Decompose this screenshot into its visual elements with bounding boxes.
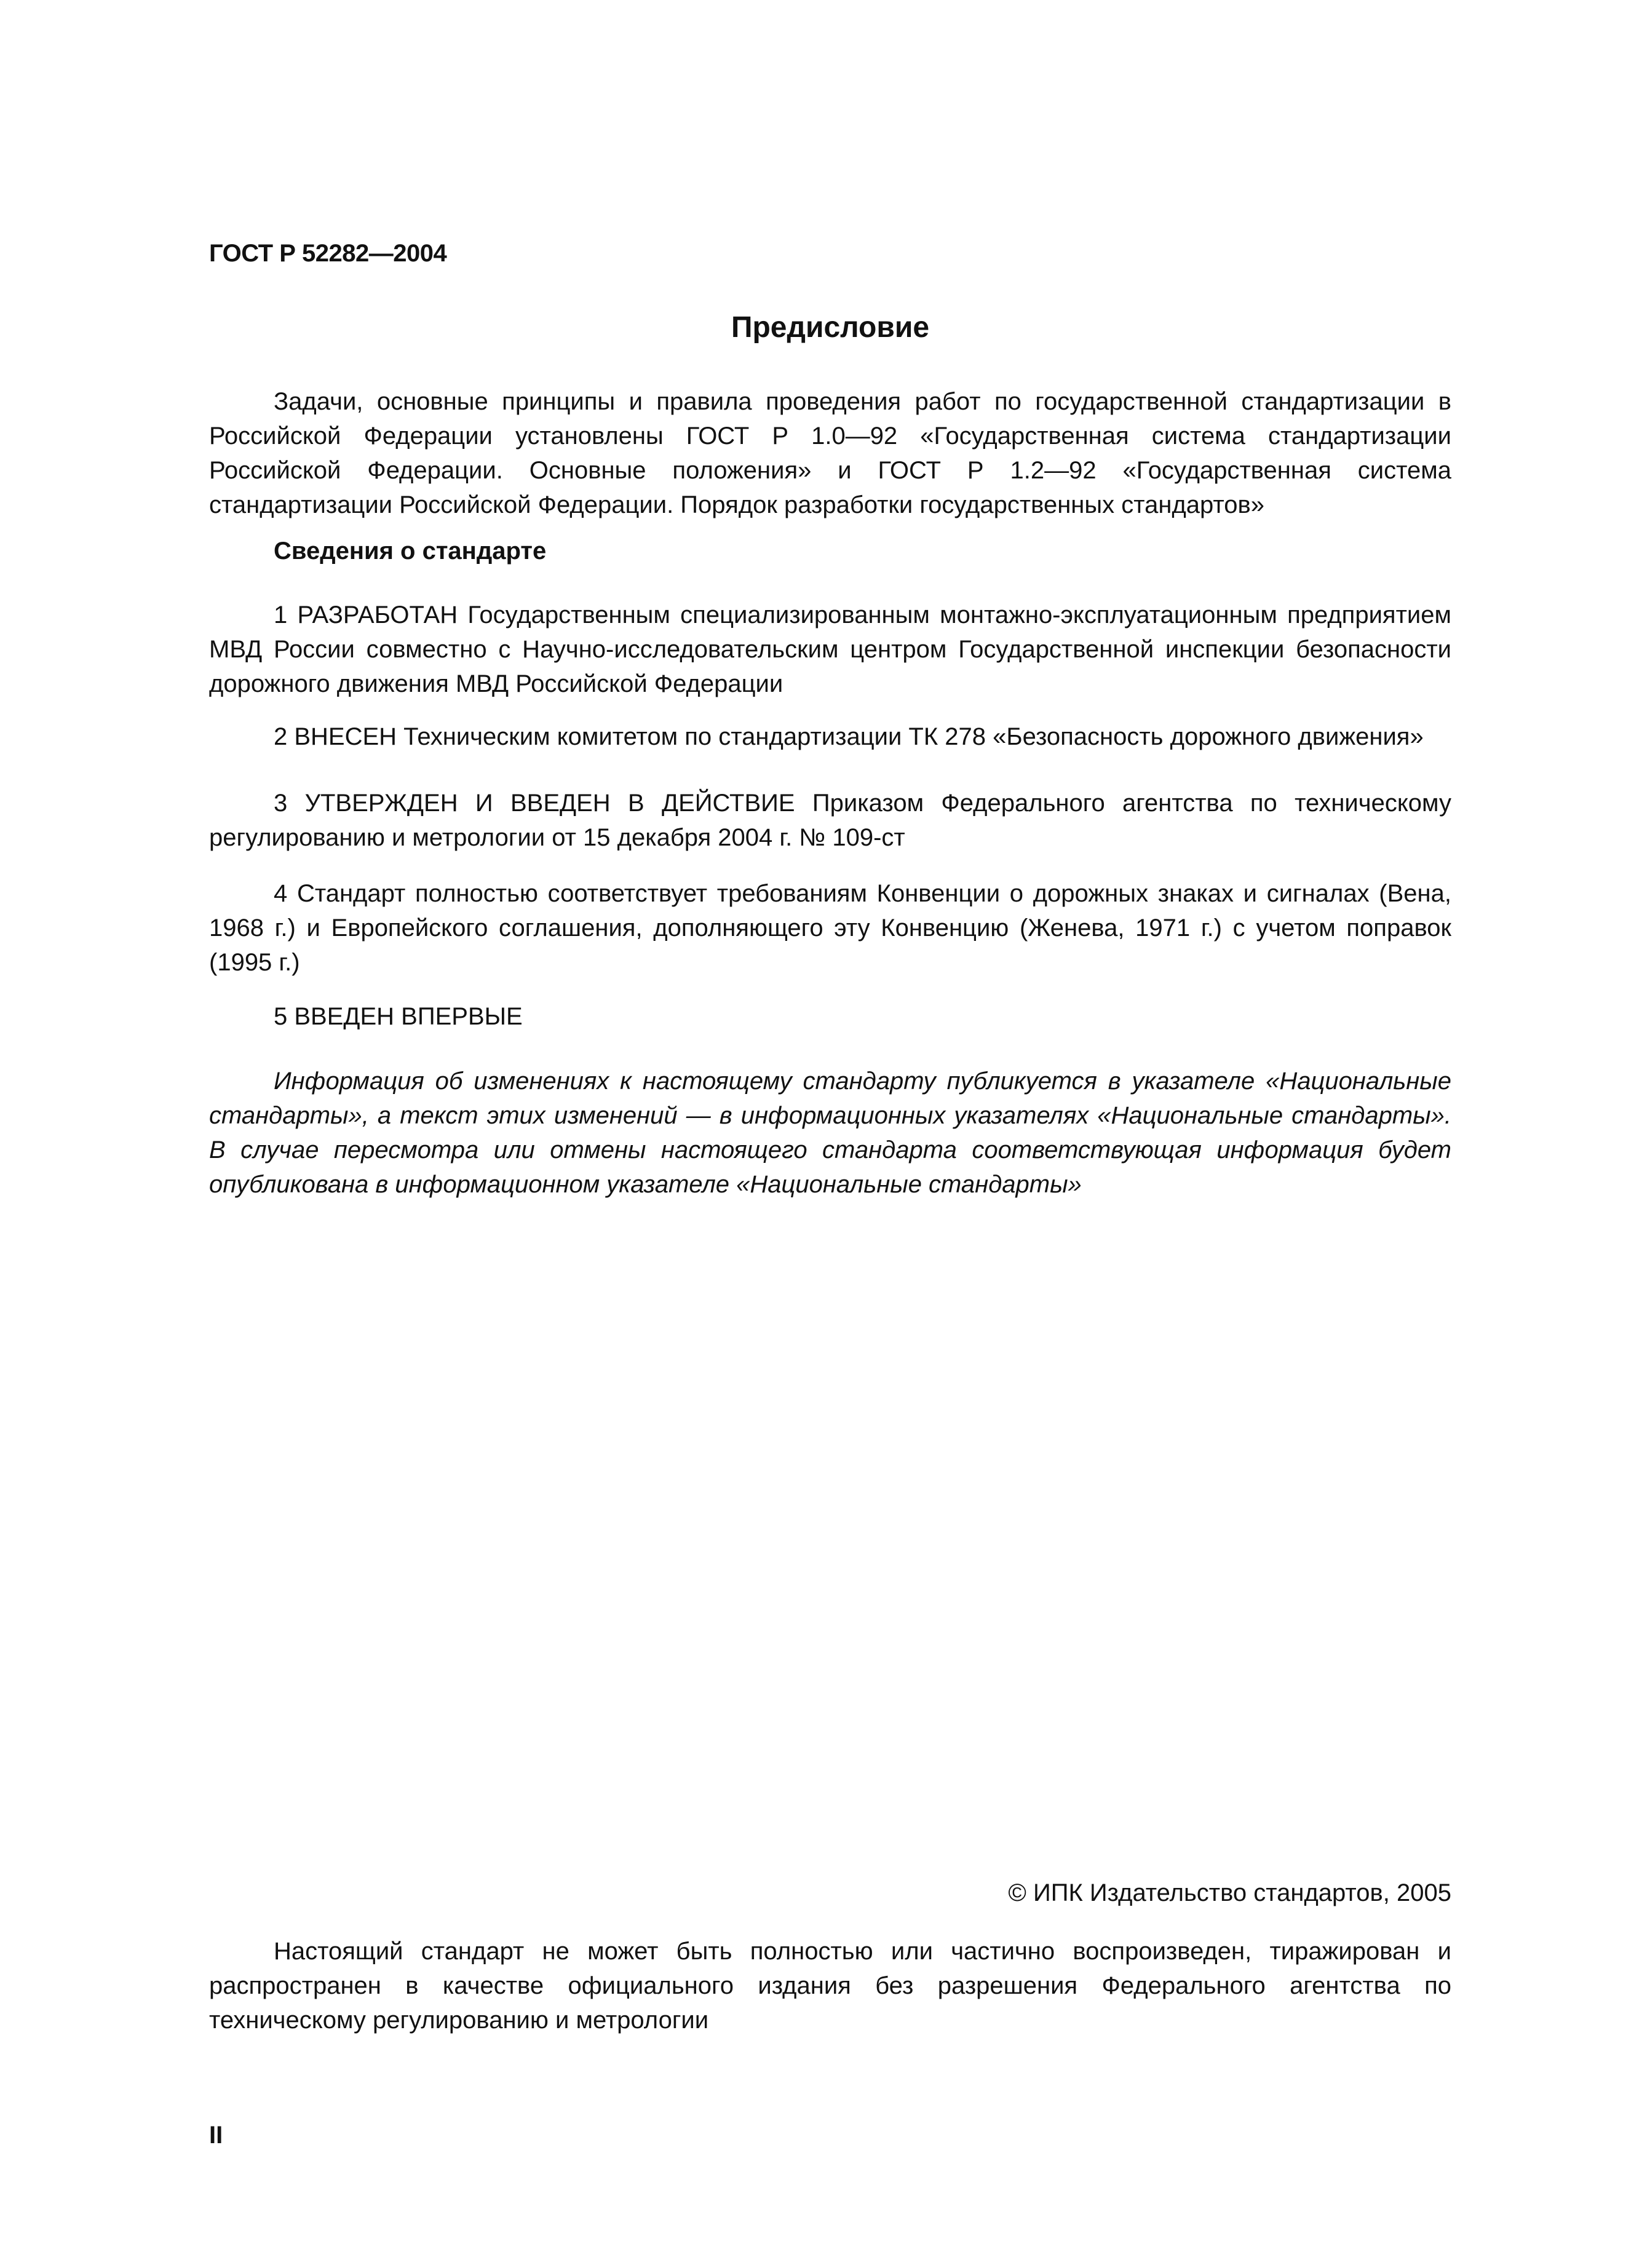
about-standard-heading-block bbox=[209, 534, 1451, 568]
item-developed: 1 РАЗРАБОТАН Государственным специализированным монтажно-эксплуатационным предприятием МВД России совместно с Научно-исследовательским центром Государственной инспекции безопасности дорожного движения МВД Российской Федерации bbox=[209, 601, 1451, 697]
changes-note: Информация об изменениях к настоящему стандарту публикуется в указателе «Национальные стандарты», а текст этих изменений — в информационных указателях «Национальные стандарты». В случае пересмотра или отмены настоящего стандарта соответствующая информация будет опубликована в информационном указателе «Национальные стандарты» bbox=[209, 1068, 1451, 1198]
item-first-introduced-block bbox=[209, 999, 1451, 1034]
item-submitted-block bbox=[209, 720, 1451, 754]
item-conformity: 4 Стандарт полностью соответствует требованиям Конвенции о дорожных знаках и сигналах (Вена, 1968 г.) и Европейского соглашения, дополняющего эту Конвенцию (Женева, 1971 г.) с учетом поправок (1995 г.) bbox=[209, 880, 1451, 976]
item-approved-block bbox=[209, 786, 1451, 855]
reproduction-notice-block bbox=[209, 1934, 1451, 2037]
reproduction-notice: Настоящий стандарт не может быть полностью или частично воспроизведен, тиражирован и распространен в качестве официального издания без разрешения Федерального агентства по техническому регулированию и метрологии bbox=[209, 1938, 1451, 2034]
gost-code-header: ГОСТ Р 52282—2004 bbox=[209, 240, 447, 267]
copyright-line: © ИПК Издательство стандартов, 2005 bbox=[1008, 1879, 1451, 1906]
item-approved: 3 УТВЕРЖДЕН И ВВЕДЕН В ДЕЙСТВИЕ Приказом Федерального агентства по техническому регулированию и метрологии от 15 декабря 2004 г. № 109-ст bbox=[209, 790, 1451, 851]
about-standard-heading: Сведения о стандарте bbox=[274, 537, 547, 565]
item-first-introduced: 5 ВВЕДЕН ВПЕРВЫЕ bbox=[274, 1003, 523, 1030]
item-submitted: 2 ВНЕСЕН Техническим комитетом по стандартизации ТК 278 «Безопасность дорожного движения» bbox=[274, 723, 1424, 750]
copyright-block bbox=[209, 1876, 1451, 1910]
preface-intro-paragraph: Задачи, основные принципы и правила проведения работ по государственной стандартизации в Российской Федерации установлены ГОСТ Р 1.0—92 «Государственная система стандартизации Российской Федерации. Основные положения» и ГОСТ Р 1.2—92 «Государственная система стандартизации Российской Федерации. Порядок разработки государственных стандартов» bbox=[209, 388, 1451, 518]
item-conformity-block bbox=[209, 876, 1451, 980]
changes-note-block bbox=[209, 1064, 1451, 1202]
preface-intro-block bbox=[209, 384, 1451, 522]
preface-title: Предисловие bbox=[731, 311, 930, 344]
page-number: II bbox=[209, 2122, 223, 2149]
item-developed-block bbox=[209, 598, 1451, 701]
